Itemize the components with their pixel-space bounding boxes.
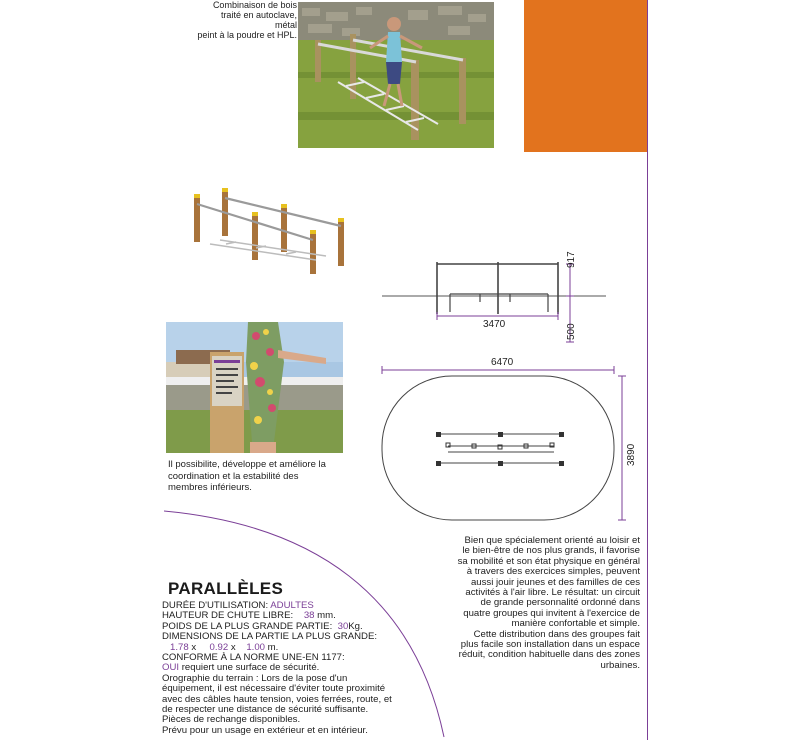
norm-label: CONFORME À LA NORME UNE-EN 1177: <box>162 652 345 664</box>
orange-accent-block <box>524 0 648 152</box>
description-text: Bien que spécialement orienté au loisir et le bien-être de nos plus grands, il favorise sa mobilité et son état physique en général à travers des exercices simples, peuvent aussi jouir jeunes et des familles de ces activités à l'air libre. Le résultat: un circuit de grande personnalité ordonné dans quatre groupes qui invitent à l'exercice de manière confortable et simple. Cette distribution dans des groupes fait plus facile son installation dans un espace réduit, condition habituelle dans des zones urbaines. <box>457 535 640 671</box>
usage-photo-bottom <box>166 322 343 453</box>
dim-length: 3470 <box>483 319 506 330</box>
usage-photo-top <box>298 2 494 148</box>
specs-block <box>162 601 432 736</box>
benefit-caption: Il possibilite, développe et améliore la coordination et la estabilité des membres inférieurs. <box>168 459 326 493</box>
dim-burial: 500 <box>566 323 577 340</box>
dimensions-values: 1.78 x 0.92 x 1.00 m. <box>170 641 279 653</box>
usage-line: DURÉE D'UTILISATION: ADULTES <box>162 600 314 611</box>
dim-height: 917 <box>566 251 577 268</box>
note-line: équipement, il est nécessaire d'éviter toute proximité <box>162 683 386 695</box>
product-title: PARALLÈLES <box>168 579 284 598</box>
norm-line: OUI requiert une surface de sécurité. <box>162 662 320 674</box>
note-line: de respecter une distance de sécurité suffisante. <box>162 704 369 716</box>
product-3d-render <box>186 182 356 282</box>
vertical-purple-rule <box>647 0 648 740</box>
note-line: Prévu pour un usage en extérieur et en intérieur. <box>162 724 368 736</box>
note-line: Orographie du terrain : Lors de la pose d'un <box>162 672 348 684</box>
dim-zone-width: 6470 <box>491 357 514 368</box>
dimensions-label: DIMENSIONS DE LA PARTIE LA PLUS GRANDE: <box>162 631 378 643</box>
note-line: avec des câbles haute tension, voies ferrées, route, et <box>162 693 392 705</box>
note-line: Pièces de rechange disponibles. <box>162 714 301 726</box>
dim-zone-depth: 3890 <box>626 443 637 466</box>
weight-line: POIDS DE LA PLUS GRANDE PARTIE: 30Kg. <box>162 620 363 632</box>
material-caption: Combinaison de bois traité en autoclave, métal peint à la poudre et HPL. <box>197 0 297 40</box>
fall-height-line: HAUTEUR DE CHUTE LIBRE: 38 mm. <box>162 610 336 622</box>
